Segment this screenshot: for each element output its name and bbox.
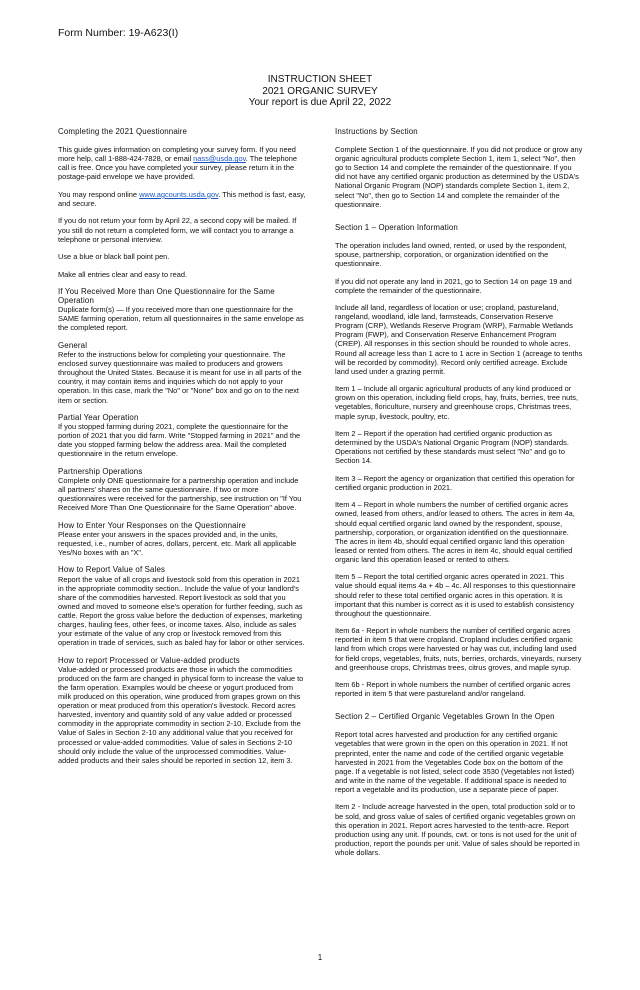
paragraph-more-than-one: Duplicate form(s) — If you received more than one questionnaire for the SAME farming operation, return all questionnaires in the same envelope as the completed report. [58, 305, 304, 333]
heading-section-2: Section 2 – Certified Organic Vegetables Grown In the Open [335, 712, 555, 722]
paragraph-item-3: Item 3 – Report the agency or organization that certified this operation for certified organic production in 2021. [335, 473, 575, 492]
heading-by-section: Instructions by Section [335, 127, 418, 136]
document-header [0, 74, 640, 109]
paragraph-partnership: Complete only ONE questionnaire for a partnership operation and include all partners' shares on the same questionnaire. If two or more questionnaires were received for the partnership, see instruction on "If You Received More Than One Questionnaire for the Same Operation" above. [58, 475, 302, 513]
heading-section-1: Section 1 – Operation Information [335, 222, 458, 232]
header-due-date: Your report is due April 22, 2022 [248, 97, 392, 108]
email-link[interactable]: nass@usda.gov [193, 154, 246, 164]
paragraph-section-1-no-land: If you did not operate any land in 2021, go to Section 14 on page 19 and complete the remainder of the questionnaire. [335, 276, 572, 295]
heading-more-than-one: If You Received More than One Questionnaire for the Same Operation [58, 287, 275, 306]
paragraph-section-1-operation: The operation includes land owned, rented, or used by the respondent, spouse, partnership, corporation, or organization identified on the questionnaire. [335, 240, 567, 269]
paragraph-general: Refer to the instructions below for completing your questionnaire. The enclosed survey questionnaire was mailed to producers and growers throughout the United States. Because it is meant for use in all parts of the country, it may contain items and inquiries which do not apply to your operation. In this case, mark the "No" or "None" box and go on to the next item or section. [58, 350, 302, 405]
page-number: 1 [317, 953, 323, 962]
paragraph-section-1-include: Include all land, regardless of location or use; cropland, pastureland, rangeland, woodland, idle land, farmsteads, Conservation Reserve Program (CRP), Wetlands Reserve Program (WRP), Farmable Wetlands Program (FWP), and Conservation Reserve Enhancement Program (CREP). All responses in this section should be rounded to whole acres. Round all acreage less than 1 acre to 1 acre in Section 1 (acreage to tenths will be recorded by commodity). Record only certified acreage. Exclude land used under a grazing permit. [335, 303, 583, 376]
header-title: INSTRUCTION SHEET [267, 74, 373, 85]
paragraph-enter-responses: Please enter your answers in the spaces provided and, in the units, requested, i.e., number of acres, dollars, percent, etc. Mark all applicable Yes/No boxes with an "X". [58, 529, 297, 557]
paragraph-section-2-intro: Report total acres harvested and production for any certified organic vegetables that were grown in the open on this operation in 2021. If not preprinted, enter the name and code of the certified organic vegetable harvested in 2021 from the Vegetables Code box on the bottom of the page. If a vegetable is not listed, select code 3530 (Vegetables not listed) and write in the name of the vegetable. If additional space is needed to report a vegetable and its production, use a separate piece of paper. [335, 730, 575, 794]
left-column [58, 127, 306, 773]
paragraph-by-section: Complete Section 1 of the questionnaire. If you did not produce or grow any organic agricultural products complete Section 1, item 1, select "No", then go to Section 14 and complete the remainder of the questionnaire. If you did not have any certified organic production as determined by the USDA's National Organic Program (NOP) standards complete Section 1, item 2, select "No", then go to Section 14 and complete the remainder of the questionnaire. [335, 145, 583, 209]
paragraph-guide: This guide gives information on completing your survey form. If you need more help, call 1-888-424-7828, or email nass@usda.gov. The telephone call is free. Once you have completed your survey, please return it in the postage-paid envelope we have provided. [58, 145, 297, 182]
heading-value-of-sales: How to Report Value of Sales [58, 565, 166, 575]
header-survey-name: 2021 ORGANIC SURVEY [262, 85, 378, 97]
heading-general: General [58, 340, 88, 350]
paragraph-clear: Make all entries clear and easy to read. [58, 269, 187, 279]
heading-partnership: Partnership Operations [58, 466, 143, 476]
paragraph-return: If you do not return your form by April 22, a second copy will be mailed. If you still do not return a completed form, we will contact you to arrange a telephone or personal interview. [58, 216, 297, 244]
form-number: Form Number: 19-A623(I) [58, 27, 179, 39]
heading-processed-products: How to report Processed or Value-added products [58, 655, 240, 665]
online-response-link[interactable]: www.agcounts.usda.gov [139, 189, 219, 199]
paragraph-section-2-item-2: Item 2 - Include acreage harvested in the open, total production sold or to be sold, and gross value of sales of certified organic vegetables grown on this operation in 2021. Report acres harvested to the tenth-acre. Report production using any unit. If pounds, cwt. or tons is not used for the unit of production, report the pounds per unit. Value of sales should be reported in whole dollars. [335, 802, 580, 857]
paragraph-value-of-sales: Report the value of all crops and livestock sold from this operation in 2021 in the appropriate commodity section.. Include the value of your landlord's share of the commodities harvested. Report livestock as sold that you owned and moved to someone else's operation for further feeding, such as cattle. Report the gross value before the deduction of expenses, marketing charges, hauling fees, other fees, or income taxes. Also, include as sales your estimate of the value of any crop or livestock removed from this operation in trade of services, such as baled hay for labor or other services. [58, 574, 305, 648]
paragraph-item-6a: Item 6a - Report in whole numbers the number of certified organic acres reported in item 5 that were cropland. Cropland includes certified organic land from which crops were harvested or hay was cut, including land used for field crops, vegetables, fruits, nuts, berries, orchards, vineyards, nursery and greenhouse crops, Christmas trees, citrus groves, and maple syrup. [335, 626, 582, 672]
paragraph-online: You may respond online www.agcounts.usda.gov. This method is fast, easy, and secure. [58, 189, 306, 208]
heading-partial-year: Partial Year Operation [58, 412, 139, 422]
heading-completing: Completing the 2021 Questionnaire [58, 127, 188, 136]
paragraph-pen: Use a blue or black ball point pen. [58, 252, 170, 262]
paragraph-processed-products: Value-added or processed products are those in which the commodities produced on the farm are changed in physical form to increase the value to the farm operation. Examples would be cheese or yogurt produced from milk produced on this operation, wine produced from grapes grown on this operation or meat produced from this operation's livestock. Record acres harvested, inventory and quantity sold of any value added or processed commodity in the appropriate commodity in section 2-10. Exclude from the Value of Sales in Section 2-10 any additional value that you received for processed or value-added commodities. Value of sales in Sections 2-10 should only include the value of the unprocessed commodities. Value-added products and their sales should be reported in section 12, item 3. [58, 664, 304, 765]
paragraph-item-4: Item 4 – Report in whole numbers the number of certified organic acres owned, leased from others, and/or leased to others. The acres in item 4a, should equal certified organic land owned by the respondent, spouse, partnership, corporation, or organization identified on the questionnaire. The acres in item 4b, should equal certified organic land this operation leased or rented from others. The acres in item 4c, should equal certified organic land this operation leased or rented to others. [335, 500, 575, 564]
paragraph-item-1: Item 1 – Include all organic agricultural products of any kind produced or grown on this operation, including field crops, hay, fruits, berries, tree nuts, vegetables, floriculture, nursery and greenhouse crops, Christmas trees, maple syrup, livestock, poultry, etc. [335, 384, 579, 421]
paragraph-partial-year: If you stopped farming during 2021, complete the questionnaire for the portion of 2021 that you did farm. Write "Stopped farming in 2021" and the date you stopped farming below the address area. Mail the completed questionnaire in the return envelope. [58, 422, 301, 459]
paragraph-item-5: Item 5 – Report the total certified organic acres operated in 2021. This value should equal items 4a + 4b – 4c. All responses to this questionnaire should refer to these total certified organic acres in this operation. It is important that this number is correct as it is used to establish consistency throughout the questionnaire. [335, 572, 576, 618]
heading-enter-responses: How to Enter Your Responses on the Questionnaire [58, 520, 246, 530]
paragraph-item-6b: Item 6b - Report in whole numbers the number of certified organic acres reported in item 5 that were pastureland and/or rangeland. [335, 680, 571, 699]
paragraph-item-2: Item 2 – Report if the operation had certified organic production as determined by the USDA's National Organic Program (NOP) standards. Operations not certified by these standards must select "No" and go to Section 14. [335, 429, 569, 466]
right-column [335, 127, 583, 865]
